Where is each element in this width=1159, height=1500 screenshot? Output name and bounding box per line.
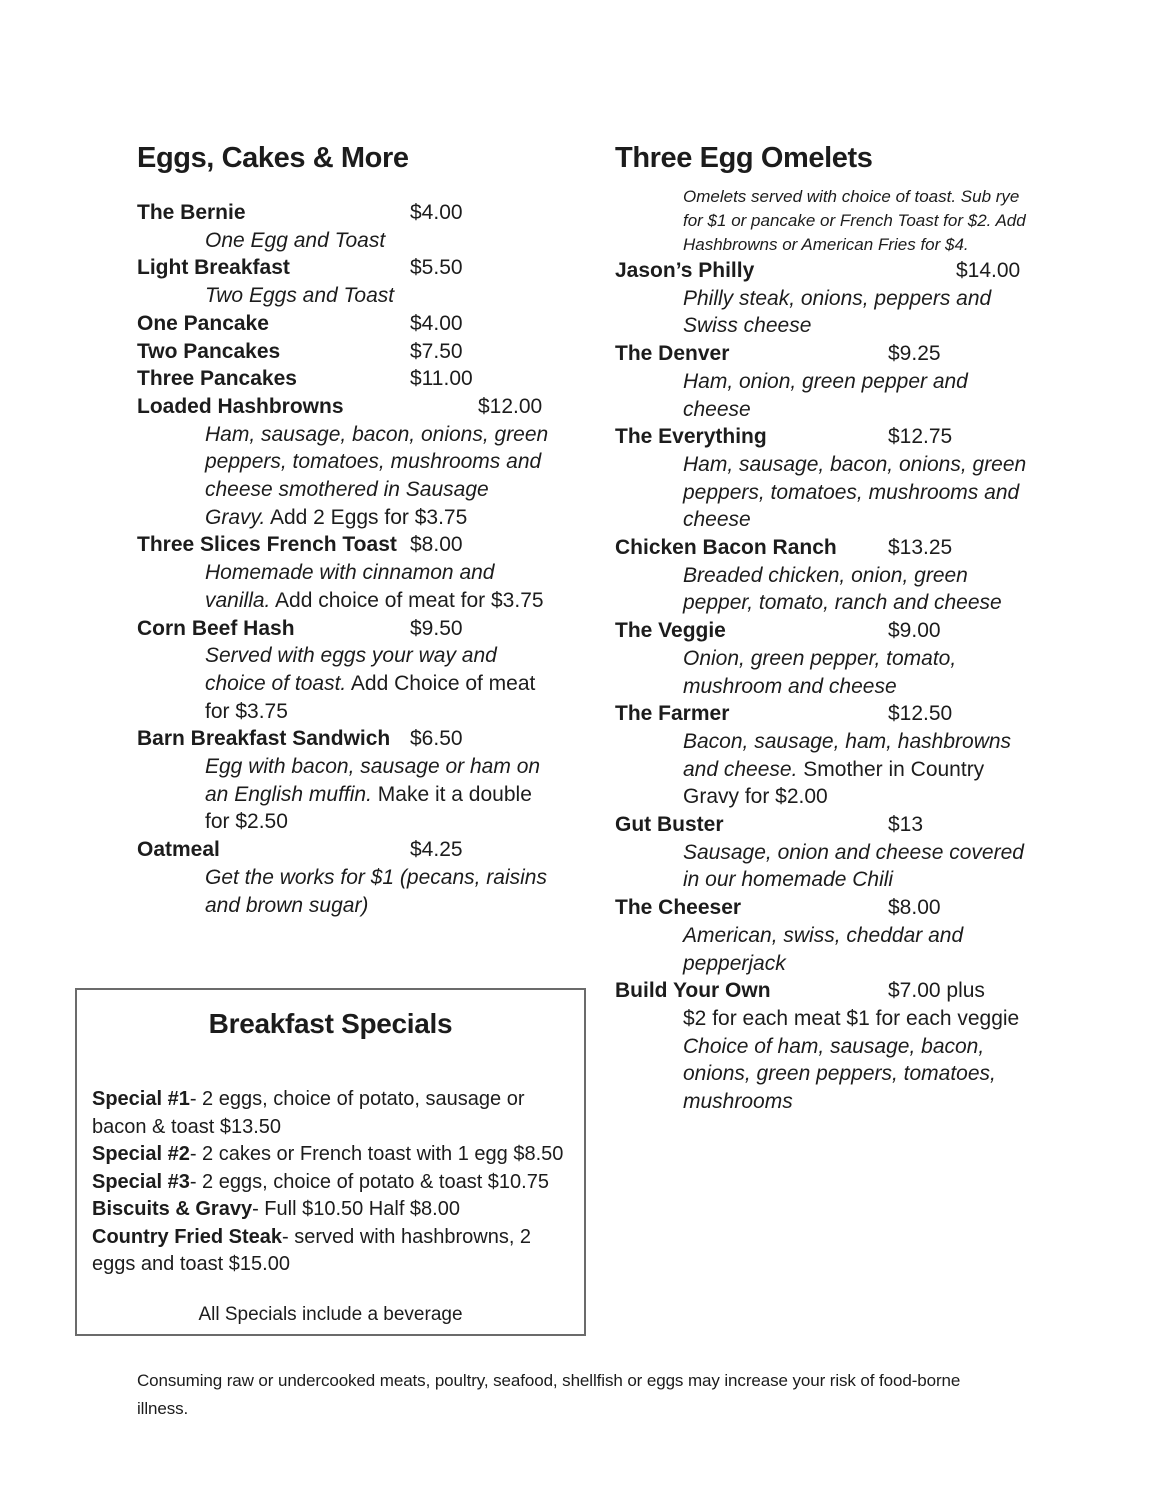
description-segment: $2 for each meat $1 for each veggie bbox=[683, 1006, 1020, 1030]
right-column bbox=[615, 141, 1045, 1116]
item-description bbox=[683, 285, 1030, 340]
item-price: $7.00 plus bbox=[888, 979, 985, 1003]
menu-item-row bbox=[615, 977, 1045, 1005]
item-description bbox=[683, 645, 1030, 700]
special-item-name: Special #1 bbox=[92, 1088, 190, 1110]
item-price: $4.00 bbox=[410, 311, 463, 335]
item-name: The Everything bbox=[615, 425, 767, 449]
menu-item-row bbox=[137, 338, 599, 366]
description-segment: American, swiss, cheddar and pepperjack bbox=[683, 923, 964, 975]
item-price: $9.25 bbox=[888, 342, 941, 366]
description-segment: Make it a double for $2.50 bbox=[205, 782, 532, 834]
description-segment: Add Choice of meat for $3.75 bbox=[205, 671, 536, 723]
item-price: $12.75 bbox=[888, 425, 953, 449]
item-price: $8.00 bbox=[888, 896, 941, 920]
item-name: The Bernie bbox=[137, 201, 246, 224]
menu-item-row bbox=[137, 310, 599, 338]
menu-item-row bbox=[137, 254, 599, 282]
item-price: $13 bbox=[888, 813, 924, 837]
description-segment: Homemade with cinnamon and vanilla. bbox=[205, 561, 495, 612]
menu-item-row bbox=[137, 365, 599, 393]
special-item-detail: - 2 eggs, choice of potato & toast $10.75 bbox=[189, 1170, 549, 1193]
description-segment: Philly steak, onions, peppers and Swiss cheese bbox=[683, 286, 992, 338]
description-segment: Breaded chicken, onion, green pepper, tomato, ranch and cheese bbox=[683, 563, 1002, 615]
section-heading-eggs-cakes-more: Eggs, Cakes & More bbox=[137, 142, 409, 174]
item-price: $14.00 bbox=[956, 259, 1021, 282]
omelets-intro-text: Omelets served with choice of toast. Sub rye for $1 or pancake or French Toast for $2. Add Hashbrowns or American Fries for $4. bbox=[683, 187, 1026, 254]
special-item-name: Special #3 bbox=[92, 1170, 190, 1193]
item-description bbox=[205, 642, 552, 725]
item-description bbox=[683, 922, 1030, 977]
description-segment: Served with eggs your way and choice of toast. bbox=[205, 644, 497, 695]
item-price: $4.25 bbox=[410, 838, 463, 862]
description-segment: Smother in Country Gravy for $2.00 bbox=[683, 757, 985, 809]
item-name: Gut Buster bbox=[615, 813, 724, 837]
item-name: Loaded Hashbrowns bbox=[137, 394, 344, 418]
item-description bbox=[683, 1005, 1030, 1116]
special-item bbox=[92, 1141, 569, 1169]
specials-items-list bbox=[92, 1086, 569, 1279]
item-price: $13.25 bbox=[888, 536, 953, 560]
item-description bbox=[205, 864, 552, 919]
item-price: $9.50 bbox=[410, 616, 463, 640]
disclaimer-text: Consuming raw or undercooked meats, poultry, seafood, shellfish or eggs may increase your risk of food-borne illness. bbox=[137, 1371, 961, 1418]
menu-item-row bbox=[615, 811, 1045, 839]
item-description bbox=[205, 559, 552, 614]
item-description bbox=[205, 753, 552, 836]
item-description bbox=[683, 839, 1030, 894]
item-price: $5.50 bbox=[410, 256, 463, 280]
item-name: Jason’s Philly bbox=[615, 259, 755, 282]
special-item bbox=[92, 1224, 569, 1279]
menu-item-row bbox=[137, 615, 599, 643]
special-item-name: Biscuits & Gravy bbox=[92, 1198, 253, 1220]
item-name: Three Slices French Toast bbox=[137, 533, 397, 557]
item-name: Barn Breakfast Sandwich bbox=[137, 727, 391, 751]
item-description bbox=[683, 368, 1030, 423]
description-segment: Sausage, onion and cheese covered in our homemade Chili bbox=[683, 840, 1024, 892]
item-price: $4.00 bbox=[410, 201, 463, 224]
item-description bbox=[683, 451, 1030, 534]
item-description bbox=[205, 421, 552, 532]
special-item-name: Country Fried Steak bbox=[92, 1225, 283, 1248]
description-segment: Bacon, sausage, ham, hashbrowns and cheese. bbox=[683, 729, 1012, 781]
item-price: $11.00 bbox=[410, 367, 473, 391]
special-item bbox=[92, 1196, 569, 1224]
item-price: $12.00 bbox=[478, 394, 543, 418]
menu-item-row bbox=[137, 199, 599, 227]
special-item-detail: - 2 eggs, choice of potato, sausage or bacon & toast $13.50 bbox=[92, 1088, 525, 1138]
special-item-name: Special #2 bbox=[92, 1143, 190, 1165]
menu-item-row bbox=[615, 617, 1045, 645]
item-name: Two Pancakes bbox=[137, 339, 281, 363]
description-segment: One Egg and Toast bbox=[205, 228, 386, 252]
item-description bbox=[683, 728, 1030, 811]
item-name: The Denver bbox=[615, 342, 730, 366]
menu-item-row bbox=[137, 725, 599, 753]
item-name: Oatmeal bbox=[137, 838, 220, 862]
breakfast-specials-box bbox=[75, 988, 586, 1336]
description-segment: Add choice of meat for $3.75 bbox=[270, 588, 544, 612]
item-name: The Veggie bbox=[615, 619, 726, 643]
item-description bbox=[683, 562, 1030, 617]
description-segment: Choice of ham, sausage, bacon, onions, green peppers, tomatoes, mushrooms bbox=[683, 1034, 996, 1114]
section-heading-three-egg-omelets: Three Egg Omelets bbox=[615, 142, 873, 174]
description-segment: Ham, sausage, bacon, onions, green peppers, tomatoes, mushrooms and cheese bbox=[683, 452, 1027, 532]
item-name: The Farmer bbox=[615, 702, 730, 726]
item-price: $8.00 bbox=[410, 533, 463, 557]
menu-item-row bbox=[615, 423, 1045, 451]
menu-item-row bbox=[615, 340, 1045, 368]
description-segment: Two Eggs and Toast bbox=[205, 284, 395, 308]
special-item bbox=[92, 1169, 569, 1197]
item-name: Build Your Own bbox=[615, 979, 771, 1003]
left-column bbox=[137, 141, 599, 919]
special-item-detail: - Full $10.50 Half $8.00 bbox=[252, 1198, 460, 1220]
description-segment: Ham, sausage, bacon, onions, green peppers, tomatoes, mushrooms and cheese smothered in Sausage Gravy. bbox=[205, 422, 549, 529]
item-name: Light Breakfast bbox=[137, 256, 290, 280]
specials-heading: Breakfast Specials bbox=[208, 1008, 453, 1039]
description-segment: Onion, green pepper, tomato, mushroom and cheese bbox=[683, 646, 957, 698]
item-description bbox=[205, 282, 552, 310]
special-item-detail: - served with hashbrowns, 2 eggs and toast $15.00 bbox=[92, 1225, 532, 1275]
eggs-cakes-items-list bbox=[137, 199, 599, 919]
item-name: The Cheeser bbox=[615, 896, 742, 920]
special-item-detail: - 2 cakes or French toast with 1 egg $8.50 bbox=[189, 1143, 564, 1165]
item-price: $9.00 bbox=[888, 619, 941, 643]
item-price: $6.50 bbox=[410, 727, 463, 751]
item-name: Three Pancakes bbox=[137, 367, 297, 391]
description-segment: Egg with bacon, sausage or ham on an English muffin. bbox=[205, 755, 541, 806]
menu-item-row bbox=[615, 534, 1045, 562]
menu-item-row bbox=[137, 836, 599, 864]
item-name: One Pancake bbox=[137, 311, 269, 335]
item-name: Corn Beef Hash bbox=[137, 616, 295, 640]
special-item bbox=[92, 1086, 569, 1141]
menu-item-row bbox=[137, 531, 599, 559]
item-description bbox=[205, 227, 552, 255]
menu-item-row bbox=[137, 393, 599, 421]
menu-item-row bbox=[615, 700, 1045, 728]
item-name: Chicken Bacon Ranch bbox=[615, 536, 837, 560]
omelets-items-list bbox=[615, 257, 1045, 1116]
item-price: $12.50 bbox=[888, 702, 953, 726]
menu-item-row bbox=[615, 894, 1045, 922]
item-price: $7.50 bbox=[410, 339, 463, 363]
description-segment: Ham, onion, green pepper and cheese bbox=[683, 369, 968, 421]
menu-item-row bbox=[615, 257, 1045, 285]
specials-note: All Specials include a beverage bbox=[198, 1303, 463, 1325]
description-segment: Get the works for $1 (pecans, raisins and brown sugar) bbox=[205, 865, 547, 917]
description-segment: Add 2 Eggs for $3.75 bbox=[265, 505, 468, 529]
